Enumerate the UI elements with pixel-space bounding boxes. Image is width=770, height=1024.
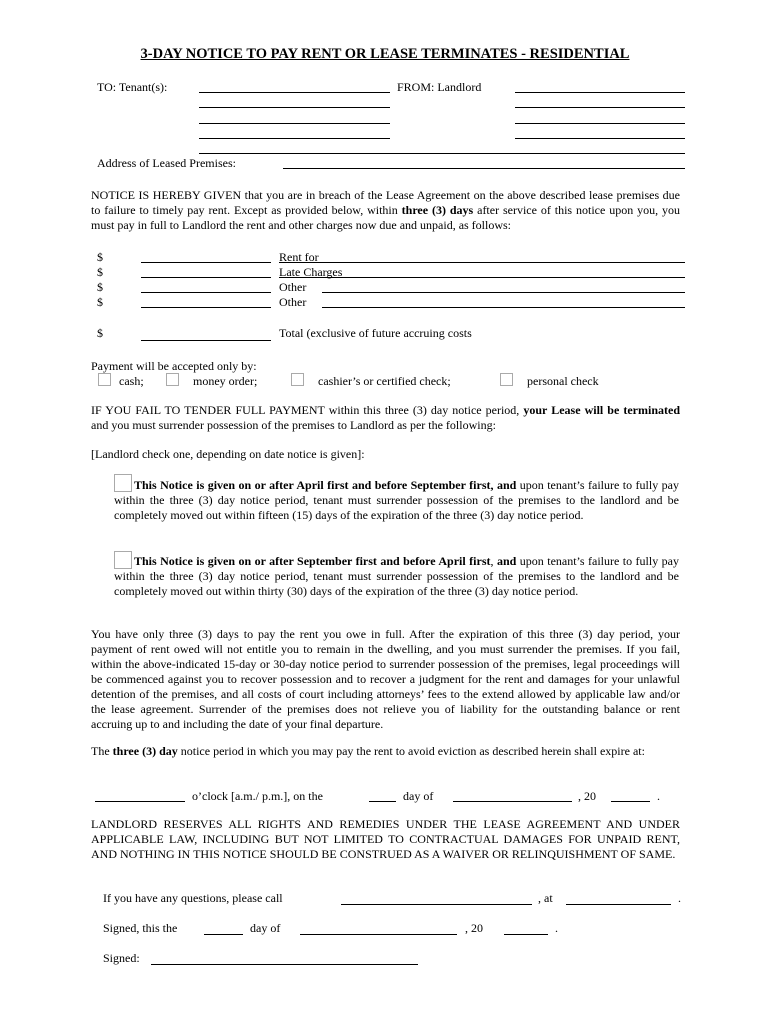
warning-paragraph: You have only three (3) days to pay the rent you owe in full. After the expiration of this three (3) day period, your payment of rent owed will not entitle you to remain in the dwelling, and you must surrender the premises. If you fail, within the above-indicated 15-day or 30-day notice period to surrender possession of the premises, legal proceedings will be commenced against you to recover possession and to recover a judgment for the rent and damages for your unlawful detention of the premises, and all costs of court including attorneys’ fees to the extend allowed by applicable law and/or the lease agreement. Surrender of the premises does not relieve you of liability for the outstanding balance or rent accruing up to and including the date of your final departure. [91, 627, 680, 731]
late-charges-line[interactable] [279, 277, 685, 278]
signed-day-of-label: day of [250, 921, 281, 935]
address-line-2[interactable] [283, 168, 685, 169]
total-amount-line[interactable] [141, 340, 271, 341]
expire-month-line[interactable] [453, 801, 572, 802]
expire-paragraph: The three (3) day notice period in which you may pay the rent to avoid eviction as described herein shall expire at: [91, 744, 645, 758]
tenant-name-line-1[interactable] [199, 92, 390, 93]
notice-paragraph: NOTICE IS HEREBY GIVEN that you are in breach of the Lease Agreement on the above described lease premises due to failure to timely pay rent. Except as provided below, within three (3) days after service of this notice upon you, you must pay in full to Landlord the rent and other charges now due and unpaid, as follows: [91, 188, 680, 232]
questions-label: If you have any questions, please call [103, 891, 283, 905]
fail-paragraph: IF YOU FAIL TO TENDER FULL PAYMENT within this three (3) day notice period, your Lease will be terminated and you must surrender possession of the premises to Landlord as per the following: [91, 403, 680, 432]
period: . [555, 921, 558, 935]
expire-year-line[interactable] [611, 801, 650, 802]
signed-month-line[interactable] [300, 934, 457, 935]
signed-day-line[interactable] [204, 934, 243, 935]
questions-phone-name-line[interactable] [341, 904, 532, 905]
signature-line[interactable] [151, 964, 418, 965]
signed-year-line[interactable] [504, 934, 548, 935]
rent-amount-line[interactable] [141, 262, 271, 263]
money-order-label: money order; [193, 374, 258, 388]
landlord-name-line-1[interactable] [515, 92, 685, 93]
address-line-1[interactable] [199, 153, 685, 154]
landlord-name-line-3[interactable] [515, 123, 685, 124]
signed-label: Signed: [103, 951, 140, 965]
to-tenant-label: TO: Tenant(s): [97, 80, 168, 94]
tenant-name-line-2[interactable] [199, 107, 390, 108]
comma-20-label: , 20 [578, 789, 596, 803]
cash-label: cash; [119, 374, 144, 388]
cashiers-check-checkbox[interactable] [291, 373, 304, 386]
money-order-checkbox[interactable] [166, 373, 179, 386]
expire-day-line[interactable] [369, 801, 396, 802]
payment-label: Payment will be accepted only by: [91, 359, 257, 373]
dollar-sign: $ [97, 265, 103, 279]
questions-phone-line[interactable] [566, 904, 671, 905]
other2-label: Other [279, 295, 307, 309]
dollar-sign: $ [97, 326, 103, 340]
rent-for-label: Rent for [279, 250, 319, 264]
other2-amount-line[interactable] [141, 307, 271, 308]
document-title: 3-DAY NOTICE TO PAY RENT OR LEASE TERMINATES - RESIDENTIAL [140, 46, 630, 62]
option-september-april-text: This Notice is given on or after September first and before April first, and upon tenant’s failure to fully pay within the three (3) day notice period, tenant must surrender possession of the premises to the landlord and be completely moved out within thirty (30) days of the expiration of the three (3) day notice period. [114, 554, 680, 598]
signed-this-label: Signed, this the [103, 921, 178, 935]
dollar-sign: $ [97, 250, 103, 264]
period: . [678, 891, 681, 905]
landlord-name-line-2[interactable] [515, 107, 685, 108]
personal-check-label: personal check [527, 374, 599, 388]
total-label: Total (exclusive of future accruing costs [279, 326, 472, 340]
signed-comma-20: , 20 [465, 921, 483, 935]
expire-time-line[interactable] [95, 801, 185, 802]
late-charges-amount-line[interactable] [141, 277, 271, 278]
landlord-name-line-4[interactable] [515, 138, 685, 139]
day-of-label: day of [403, 789, 434, 803]
reserves-paragraph: LANDLORD RESERVES ALL RIGHTS AND REMEDIES UNDER THE LEASE AGREEMENT AND UNDER APPLICABLE LAW, INCLUDING BUT NOT LIMITED TO CONTRACTUAL DAMAGES FOR UNPAID RENT, AND NOTHING IN THIS NOTICE SHOULD BE CONSTRUED AS A WAIVER OR RELINQUISHMENT OF SAME. [91, 817, 680, 861]
other2-desc-line[interactable] [322, 307, 685, 308]
other1-desc-line[interactable] [322, 292, 685, 293]
from-landlord-label: FROM: Landlord [397, 80, 482, 94]
other1-label: Other [279, 280, 307, 294]
tenant-name-line-4[interactable] [199, 138, 390, 139]
tenant-name-line-3[interactable] [199, 123, 390, 124]
at-label: , at [538, 891, 553, 905]
dollar-sign: $ [97, 295, 103, 309]
late-charges-label: Late Charges [279, 265, 343, 279]
rent-for-line[interactable] [279, 262, 685, 263]
address-label: Address of Leased Premises: [97, 156, 236, 170]
dollar-sign: $ [97, 280, 103, 294]
personal-check-checkbox[interactable] [500, 373, 513, 386]
check-one-instruction: [Landlord check one, depending on date notice is given]: [91, 447, 365, 461]
cashiers-check-label: cashier’s or certified check; [318, 374, 451, 388]
option-april-september-text: This Notice is given on or after April first and before September first, and upon tenant’s failure to fully pay within the three (3) day notice period, tenant must surrender possession of the premises to the landlord and be completely moved out within fifteen (15) days of the expiration of the three (3) day notice period. [114, 478, 679, 522]
other1-amount-line[interactable] [141, 292, 271, 293]
oclock-label: o’clock [a.m./ p.m.], on the [192, 789, 323, 803]
cash-checkbox[interactable] [98, 373, 111, 386]
period: . [657, 789, 660, 803]
